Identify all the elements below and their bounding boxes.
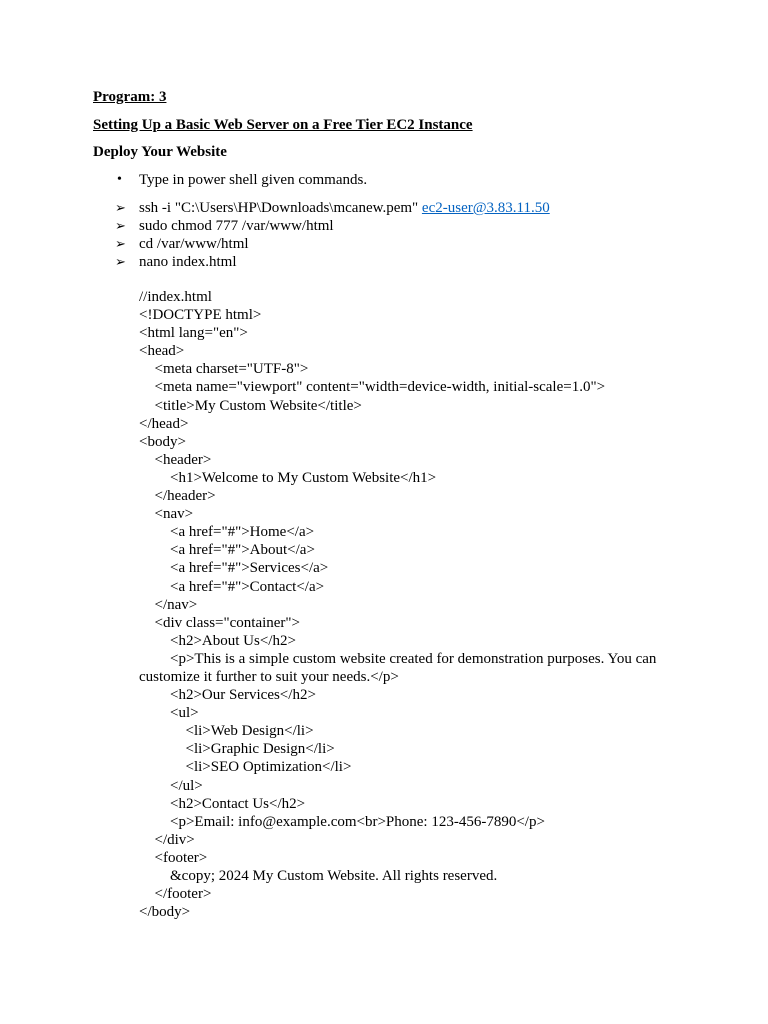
code-line: <head> (139, 343, 185, 360)
code-line: <p>This is a simple custom website created for demonstration purposes. You can (170, 650, 657, 667)
code-line: </body> (139, 904, 191, 921)
code-line: <meta charset="UTF-8"> (154, 361, 309, 378)
section-heading: Deploy Your Website (93, 144, 227, 160)
code-line: <li>Graphic Design</li> (185, 741, 335, 758)
code-line: //index.html (139, 289, 212, 305)
code-line: </head> (139, 415, 189, 432)
code-line: <li>SEO Optimization</li> (185, 759, 352, 776)
code-line: <body> (139, 433, 186, 450)
program-label: Program: 3 (93, 89, 167, 105)
code-line: &copy; 2024 My Custom Website. All rights reserved. (170, 868, 498, 884)
code-line: <a href="#">Contact</a> (170, 578, 325, 595)
code-line: <a href="#">Services</a> (170, 560, 329, 577)
ssh-command-text: ssh -i "C:\Users\HP\Downloads\mcanew.pem" (139, 200, 422, 216)
code-line: <footer> (154, 849, 208, 866)
code-line: <div class="container"> (154, 614, 301, 631)
code-line: </header> (154, 488, 216, 505)
code-line: <title>My Custom Website</title> (154, 397, 362, 414)
code-line: <ul> (170, 705, 199, 722)
arrow-bullet-icon: ➢ (115, 200, 126, 215)
arrow-bullet-icon: ➢ (115, 218, 126, 233)
code-line: <h2>About Us</h2> (170, 632, 296, 649)
code-line: <header> (154, 451, 212, 468)
code-line: <li>Web Design</li> (185, 723, 314, 740)
chmod-command-text: sudo chmod 777 /var/www/html (139, 218, 334, 234)
code-line: </div> (154, 831, 195, 848)
code-line: <meta name="viewport" content="width=device-width, initial-scale=1.0"> (154, 379, 606, 396)
cd-command-text: cd /var/www/html (139, 236, 249, 252)
code-line: customize it further to suit your needs.</p> (139, 668, 399, 685)
arrow-bullet-icon: ➢ (115, 254, 126, 269)
code-line: <nav> (154, 506, 194, 523)
code-line: <a href="#">About</a> (170, 542, 315, 559)
bullet-text: Type in power shell given commands. (139, 172, 368, 188)
ssh-host-link[interactable]: ec2-user@3.83.11.50 (421, 200, 550, 216)
code-line: <p>Email: info@example.com<br>Phone: 123-456-7890</p> (170, 813, 545, 830)
document-title: Setting Up a Basic Web Server on a Free Tier EC2 Instance (93, 117, 473, 133)
code-line: </nav> (154, 596, 198, 613)
code-line: <h1>Welcome to My Custom Website</h1> (170, 469, 437, 486)
arrow-bullet-icon: ➢ (115, 236, 126, 251)
nano-command-text: nano index.html (139, 254, 237, 270)
code-line: <html lang="en"> (139, 325, 248, 342)
code-listing (139, 288, 699, 921)
code-line: <!DOCTYPE html> (139, 307, 262, 324)
code-line: </footer> (154, 886, 212, 903)
code-line: </ul> (170, 777, 203, 794)
code-line: <h2>Contact Us</h2> (170, 795, 306, 812)
code-line: <a href="#">Home</a> (170, 524, 315, 541)
code-line: <h2>Our Services</h2> (170, 687, 316, 704)
bullet-dot-icon: • (117, 172, 122, 187)
